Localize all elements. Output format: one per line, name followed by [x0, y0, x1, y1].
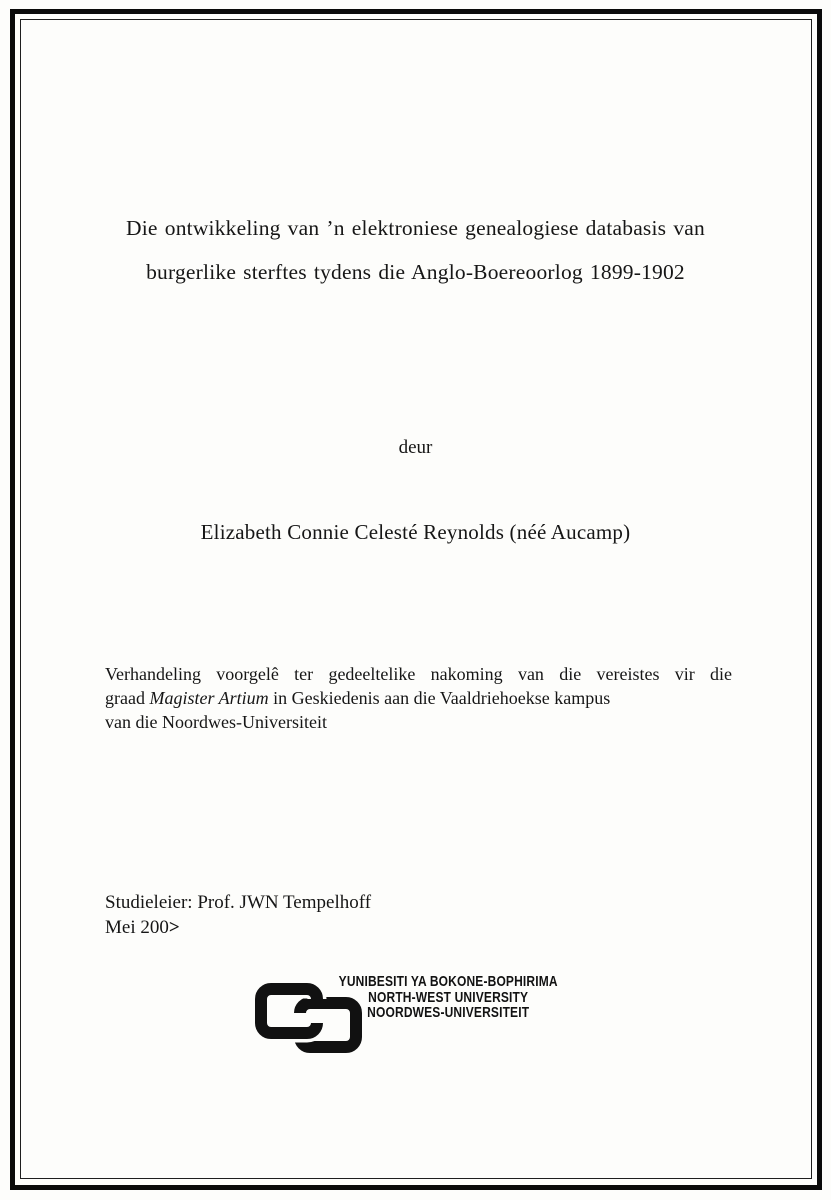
degree-name-italic: Magister Artium — [149, 688, 269, 708]
date-text: Mei 200 — [105, 917, 169, 938]
supervisor-block — [105, 890, 371, 940]
degree-statement-line-3: van die Noordwes-Universiteit — [105, 712, 327, 732]
byline: deur — [398, 437, 433, 458]
logo-text-english: NORTH-WEST UNIVERSITY — [368, 988, 529, 1006]
chain-link-left-halo — [261, 989, 317, 1033]
date-glyph: > — [168, 917, 179, 938]
logo-text-afrikaans: NOORDWES-UNIVERSITEIT — [367, 1004, 530, 1021]
university-logo-text — [321, 974, 575, 1021]
degree-statement-line-2 — [105, 686, 732, 710]
author-name: Elizabeth Connie Celesté Reynolds (néé Aucamp) — [200, 520, 631, 544]
thesis-title — [60, 206, 771, 294]
university-logo — [255, 972, 585, 1056]
degree-statement — [105, 662, 732, 734]
thesis-title-line-2: burgerlike sterftes tydens die Anglo-Boereoorlog 1899-1902 — [146, 260, 685, 284]
supervisor-line: Studieleier: Prof. JWN Tempelhoff — [105, 892, 372, 913]
degree-statement-line-1: Verhandeling voorgelê ter gedeeltelike nakoming van die vereistes vir die — [105, 664, 732, 684]
degree-statement-line-2-pre: graad — [105, 688, 150, 708]
logo-text-setswana: YUNIBESITI YA BOKONE-BOPHIRIMA — [338, 973, 558, 990]
degree-statement-line-2-post: in Geskiedenis aan die Vaaldriehoekse kampus — [268, 688, 611, 708]
thesis-title-line-1: Die ontwikkeling van ’n elektroniese genealogiese databasis van — [126, 216, 705, 240]
date-line — [105, 915, 371, 940]
